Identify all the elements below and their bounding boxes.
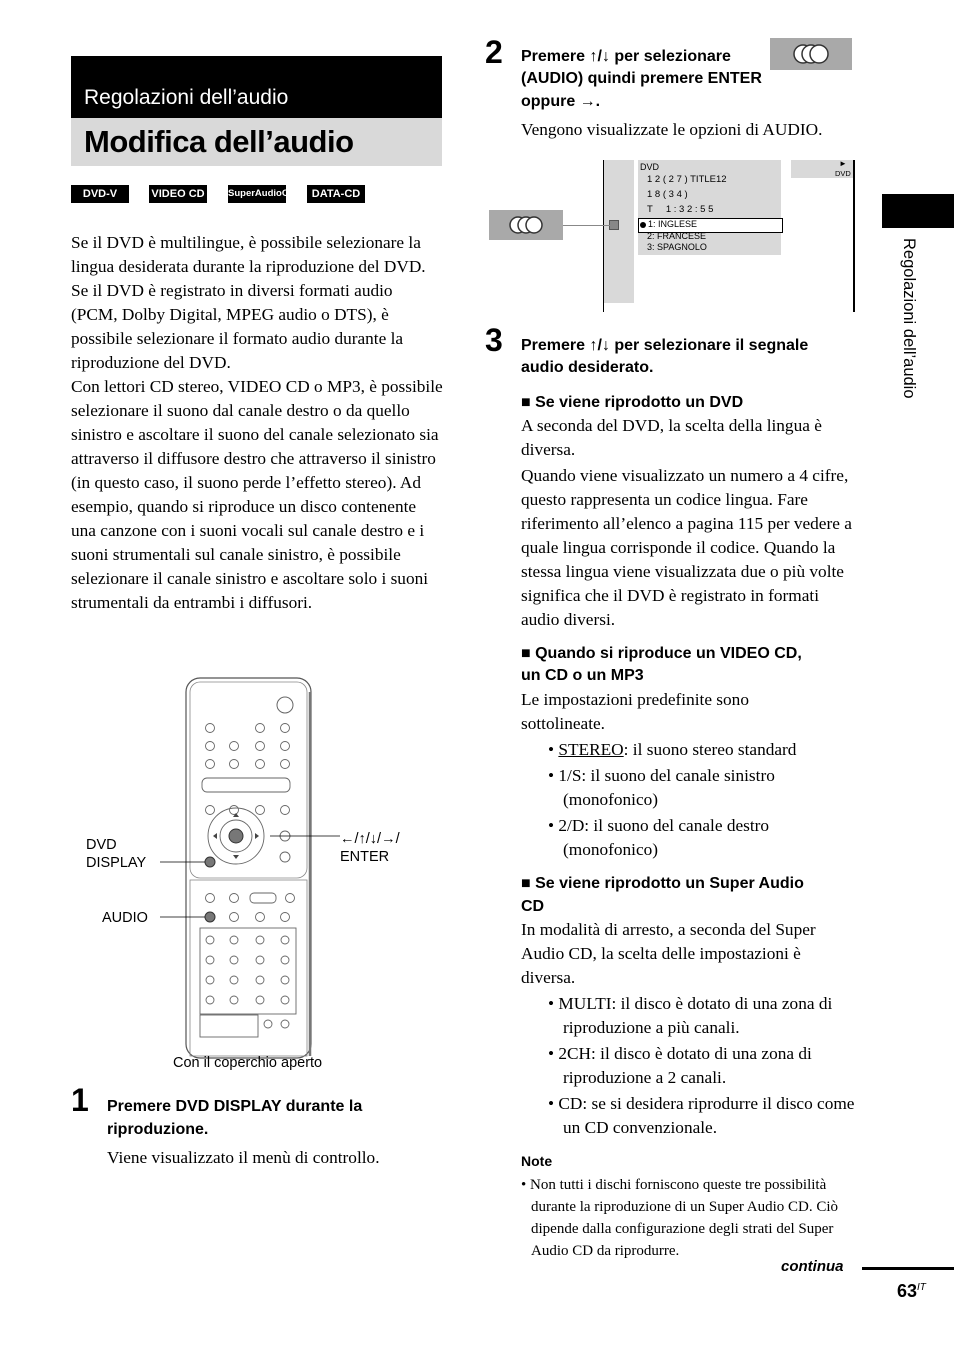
vcd-paragraph: Le impostazioni predefinite sono sottolineate. bbox=[521, 690, 749, 733]
badge-video-cd: VIDEO CD bbox=[149, 185, 207, 203]
step-1-number: 1 bbox=[71, 1082, 89, 1118]
osd-line: T 1 : 3 2 : 5 5 bbox=[647, 204, 714, 215]
label-audio: AUDIO bbox=[102, 910, 148, 926]
square-bullet-icon: ■ bbox=[521, 875, 536, 892]
list-item: • CD: se si desidera riprodurre il disco come un CD convenzionale. bbox=[548, 1094, 855, 1137]
side-tab-marker bbox=[882, 194, 954, 228]
osd-mode: DVD bbox=[640, 162, 660, 172]
osd-line: 1 2 ( 2 7 ) TITLE12 bbox=[647, 174, 727, 185]
osd-option[interactable]: 2: FRANCESE bbox=[647, 231, 707, 241]
osd-audio-icon-box bbox=[489, 210, 563, 240]
step-1-heading-line: Premere DVD DISPLAY durante la bbox=[107, 1098, 363, 1115]
default-option: STEREO bbox=[558, 740, 624, 759]
step-3-heading-line: Premere ↑/↓ per selezionare il segnale bbox=[521, 337, 809, 354]
osd-status-label: DVD bbox=[835, 169, 851, 178]
list-item: • MULTI: il disco è dotato di una zona di riproduzione a più canali. bbox=[548, 994, 833, 1037]
step-3-number: 3 bbox=[485, 322, 503, 358]
list-item: • 1/S: il suono del canale sinistro (monofonico) bbox=[548, 766, 775, 809]
list-item: • STEREO: il suono stereo standard bbox=[548, 740, 797, 759]
subsection-title-cont: un CD o un MP3 bbox=[521, 667, 644, 684]
list-item-text: 1/S: il suono del canale sinistro (monofonico) bbox=[558, 766, 775, 809]
audio-icon bbox=[770, 38, 852, 70]
list-item-text: : il suono stereo standard bbox=[623, 740, 797, 759]
subsection-title: Se viene riprodotto un Super Audio bbox=[535, 875, 804, 892]
osd-screen bbox=[603, 160, 855, 312]
step-2-heading-line: Premere ↑/↓ per selezionare bbox=[521, 48, 731, 65]
page-title: Modifica dell’audio bbox=[84, 124, 354, 159]
remote-illustration bbox=[150, 672, 350, 1060]
selected-dot-icon bbox=[640, 222, 646, 228]
step-1-heading-line: riproduzione. bbox=[107, 1121, 209, 1138]
osd-line: 1 8 ( 3 4 ) bbox=[647, 189, 688, 200]
label-display: DISPLAY bbox=[86, 855, 147, 871]
subsection-title: Se viene riprodotto un DVD bbox=[535, 394, 744, 411]
badge-super-audio-cd: SuperAudioCD bbox=[228, 185, 286, 203]
step-2-heading-line: (AUDIO) quindi premere ENTER bbox=[521, 70, 762, 87]
list-item-text: CD: se si desidera riprodurre il disco come un CD convenzionale. bbox=[558, 1094, 855, 1137]
step-2-number: 2 bbox=[485, 34, 503, 70]
step-1-text: Viene visualizzato il menù di controllo. bbox=[107, 1148, 380, 1167]
osd-option-label: 1: INGLESE bbox=[648, 219, 698, 229]
page-suffix: IT bbox=[917, 1282, 926, 1293]
osd-option[interactable]: 3: SPAGNOLO bbox=[647, 242, 707, 252]
section-header bbox=[71, 56, 442, 118]
title-bar bbox=[71, 118, 442, 166]
dvd-paragraph: Quando viene visualizzato un numero a 4 cifre, questo rappresenta un codice lingua. Fare riferimento all’elenco a pagina 115 per vedere a quale lingua corrisponde il codice. Quando la stessa lingua viene visualizzata due o più volte significa che il DVD è registrato in formati audio diversi. bbox=[521, 466, 852, 629]
continua-rule bbox=[862, 1267, 954, 1270]
side-tab-label: Regolazioni dell’audio bbox=[900, 238, 918, 399]
label-enter: ENTER bbox=[340, 849, 390, 865]
square-bullet-icon: ■ bbox=[521, 394, 536, 411]
badge-data-cd: DATA-CD bbox=[307, 185, 365, 203]
list-item-text: 2/D: il suono del canale destro (monofonico) bbox=[558, 816, 770, 859]
note-text: • Non tutti i dischi forniscono queste tre possibilità durante la riproduzione di un Super Audio CD. Ciò dipende dalla configurazione degli strati del Super Audio CD da riprodurre. bbox=[521, 1177, 839, 1259]
page-number-value: 63 bbox=[897, 1281, 918, 1301]
audio-menu-icon bbox=[770, 38, 852, 70]
note-title: Note bbox=[521, 1153, 553, 1169]
list-item: • 2/D: il suono del canale destro (monofonico) bbox=[548, 816, 770, 859]
section-title: Regolazioni dell’audio bbox=[84, 86, 289, 109]
dvd-paragraph: A seconda del DVD, la scelta della lingua è diversa. bbox=[521, 416, 822, 459]
sacd-paragraph: In modalità di arresto, a seconda del Super Audio CD, la scelta delle impostazioni è diversa. bbox=[521, 920, 816, 987]
list-item: • 2CH: il disco è dotato di una zona di riproduzione a 2 canali. bbox=[548, 1044, 812, 1087]
intro-paragraph: Con lettori CD stereo, VIDEO CD o MP3, è possibile selezionare il suono dal canale destro o da quello sinistro e ascoltare il suono del canale selezionato sia attraverso il diffusore destro che attraverso il sinistro (in questo caso, il suono perde l’effetto stereo). Ad esempio, quando si riproduce un disco contenente una canzone con i suoni vocali sul canale destro e i suoni strumentali sul canale sinistro, è possibile selezionare il canale sinistro e ascoltare solo i suoni strumentali da entrambi i diffusori. bbox=[71, 377, 443, 612]
step-2-text: Vengono visualizzate le opzioni di AUDIO. bbox=[521, 120, 823, 139]
page-number bbox=[897, 1281, 926, 1302]
intro-paragraph: Se il DVD è multilingue, è possibile selezionare la lingua desiderata durante la riproduzione del DVD. bbox=[71, 233, 426, 276]
remote-caption: Con il coperchio aperto bbox=[173, 1055, 323, 1071]
connector-line bbox=[563, 225, 613, 226]
label-dvd: DVD bbox=[86, 837, 117, 853]
list-item-text: MULTI: il disco è dotato di una zona di riproduzione a più canali. bbox=[558, 994, 833, 1037]
subsection-title-cont: CD bbox=[521, 898, 545, 915]
subsection-dvd bbox=[521, 392, 743, 414]
subsection-vcd bbox=[521, 643, 802, 665]
continua-label: continua bbox=[781, 1258, 844, 1275]
step-2-heading-line: oppure →. bbox=[521, 93, 601, 110]
label-arrows: ←/↑/↓/→/ bbox=[340, 831, 400, 847]
badge-dvd-v: DVD-V bbox=[71, 185, 129, 203]
subsection-sacd bbox=[521, 873, 804, 895]
intro-paragraph: Se il DVD è registrato in diversi formati audio (PCM, Dolby Digital, MPEG audio o DTS), è possibile selezionare il formato audio durante la riproduzione del DVD. bbox=[71, 281, 404, 372]
note-body: Non tutti i dischi forniscono queste tre possibilità durante la riproduzione di un Super Audio CD. Ciò dipende dalla configurazione degli strati del Super Audio CD da riprodurre. bbox=[530, 1177, 839, 1259]
square-bullet-icon: ■ bbox=[521, 645, 536, 662]
step-3-heading-line: audio desiderato. bbox=[521, 359, 654, 376]
intro-text bbox=[71, 231, 443, 615]
audio-icon bbox=[489, 210, 563, 240]
list-item-text: 2CH: il disco è dotato di una zona di riproduzione a 2 canali. bbox=[558, 1044, 812, 1087]
play-icon: ► bbox=[839, 159, 847, 168]
subsection-title: Quando si riproduce un VIDEO CD, bbox=[535, 645, 802, 662]
